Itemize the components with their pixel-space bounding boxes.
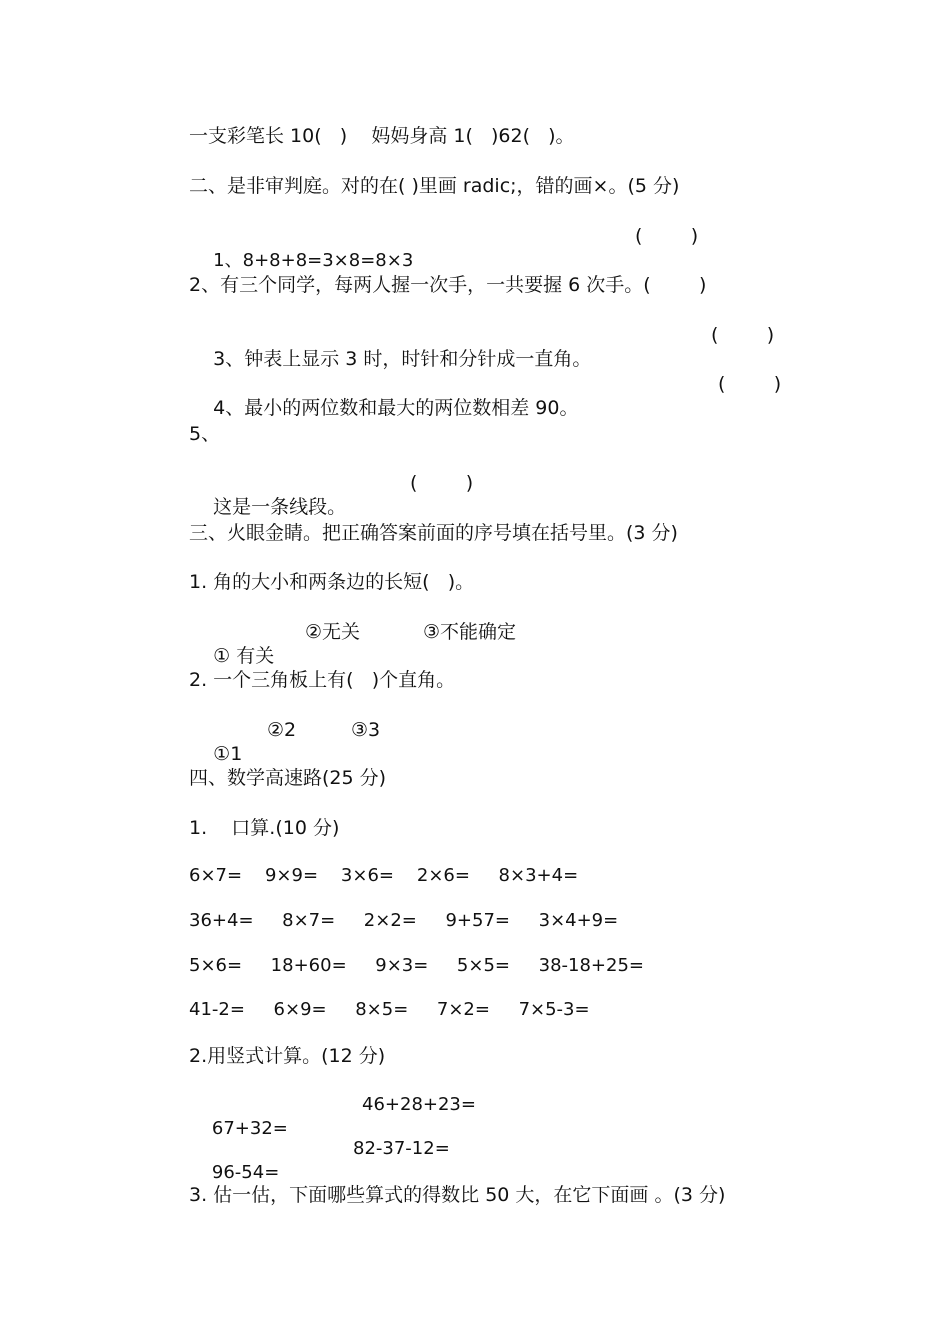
answer-bracket: ( ) — [711, 324, 775, 346]
estimate-heading: 3. 估一估，下面哪些算式的得数比 50 大，在它下面画 。(3 分) — [189, 1184, 726, 1206]
section-four-heading: 四、数学高速路(25 分) — [189, 767, 387, 789]
option-1: ① 有关 — [213, 645, 275, 667]
oral-calc-row-1: 6×7= 9×9= 3×6= 2×6= 8×3+4= — [189, 865, 579, 886]
oral-calc-row-2: 36+4= 8×7= 2×2= 9+57= 3×4+9= — [189, 910, 619, 931]
oral-calc-row-3: 5×6= 18+60= 9×3= 5×5= 38-18+25= — [189, 955, 644, 976]
choice-question-1: 1. 角的大小和两条边的长短( )。 — [189, 571, 475, 593]
oral-calc-row-4: 41-2= 6×9= 8×5= 7×2= 7×5-3= — [189, 999, 590, 1020]
section-three-heading: 三、火眼金睛。把正确答案前面的序号填在括号里。(3 分) — [189, 522, 678, 544]
option-3: ③不能确定 — [423, 621, 517, 643]
vertical-calc-1: 67+32= — [211, 1118, 288, 1139]
answer-bracket: ( ) — [718, 373, 782, 395]
answer-bracket: ( ) — [410, 472, 474, 494]
judge-item-3-text: 3、钟表上显示 3 时，时针和分针成一直角。 — [213, 348, 592, 370]
judge-item-5-number: 5、 — [189, 423, 221, 445]
answer-bracket: ( ) — [635, 225, 699, 247]
option-3: ③3 — [351, 719, 381, 741]
option-1: ①1 — [213, 743, 243, 765]
oral-calc-heading: 1. 口算.(10 分) — [189, 817, 340, 839]
vertical-calc-heading: 2.用竖式计算。(12 分) — [189, 1045, 386, 1067]
judge-item-2: 2、有三个同学，每两人握一次手，一共要握 6 次手。( ) — [189, 274, 707, 296]
choice-question-2: 2. 一个三角板上有( )个直角。 — [189, 669, 456, 691]
judge-item-1-text: 1、8+8+8=3×8=8×3 — [213, 250, 414, 271]
option-2: ②2 — [267, 719, 297, 741]
section-two-heading: 二、是非审判庭。对的在( )里画 radic;，错的画×。(5 分) — [189, 175, 680, 197]
vertical-calc-3: 96-54= — [211, 1162, 280, 1183]
vertical-calc-2: 46+28+23= — [362, 1094, 476, 1115]
vertical-calc-4: 82-37-12= — [353, 1138, 450, 1159]
option-2: ②无关 — [305, 621, 361, 643]
judge-item-5-text: 这是一条线段。 — [213, 496, 347, 518]
judge-item-4 — [189, 372, 782, 468]
judge-item-4-text: 4、最小的两位数和最大的两位数相差 90。 — [213, 397, 579, 419]
item-crayon-length: 一支彩笔长 10( ) 妈妈身高 1( )62( )。 — [189, 125, 575, 147]
